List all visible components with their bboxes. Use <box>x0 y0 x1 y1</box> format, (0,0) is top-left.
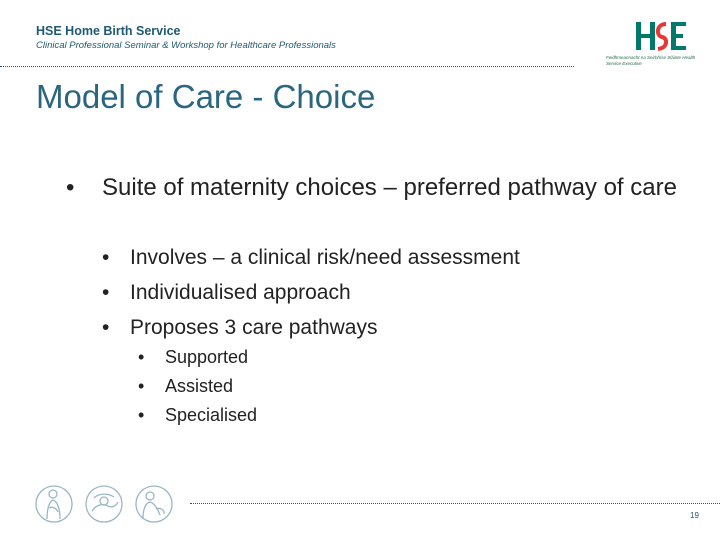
bullet-text: Assisted <box>165 376 234 396</box>
nurse-baby-icon <box>136 486 172 522</box>
header-divider <box>0 66 574 67</box>
bullet-marker: • <box>102 281 110 304</box>
slide-title: Model of Care - Choice <box>36 78 376 115</box>
bullet-text: Individualised approach <box>130 281 351 304</box>
bullet-marker: • <box>102 246 110 269</box>
bullet-text: Specialised <box>165 405 258 425</box>
header-title: HSE Home Birth Service <box>36 24 181 38</box>
mother-baby-icon <box>36 486 72 522</box>
footer-icons <box>32 481 182 527</box>
bullet-text: Suite of maternity choices – preferred pathway of care <box>102 174 677 201</box>
page-number: 19 <box>690 511 699 520</box>
logo-caption: Feidhmeannacht na Seirbhíse Sláinte Health Service Executive <box>606 55 696 66</box>
bullet-marker: • <box>66 174 75 201</box>
bullet-marker: • <box>138 347 145 367</box>
header-subtitle: Clinical Professional Seminar & Workshop for Healthcare Professionals <box>36 40 336 51</box>
bullet-marker: • <box>138 405 145 425</box>
bullet-marker: • <box>102 316 110 339</box>
bullet-text: Proposes 3 care pathways <box>130 316 378 339</box>
bullet-text: Involves – a clinical risk/need assessment <box>130 246 520 269</box>
bullet-text: Supported <box>165 347 249 367</box>
bullet-marker: • <box>138 376 145 396</box>
footer-divider <box>190 503 720 504</box>
care-hands-icon <box>86 486 122 522</box>
